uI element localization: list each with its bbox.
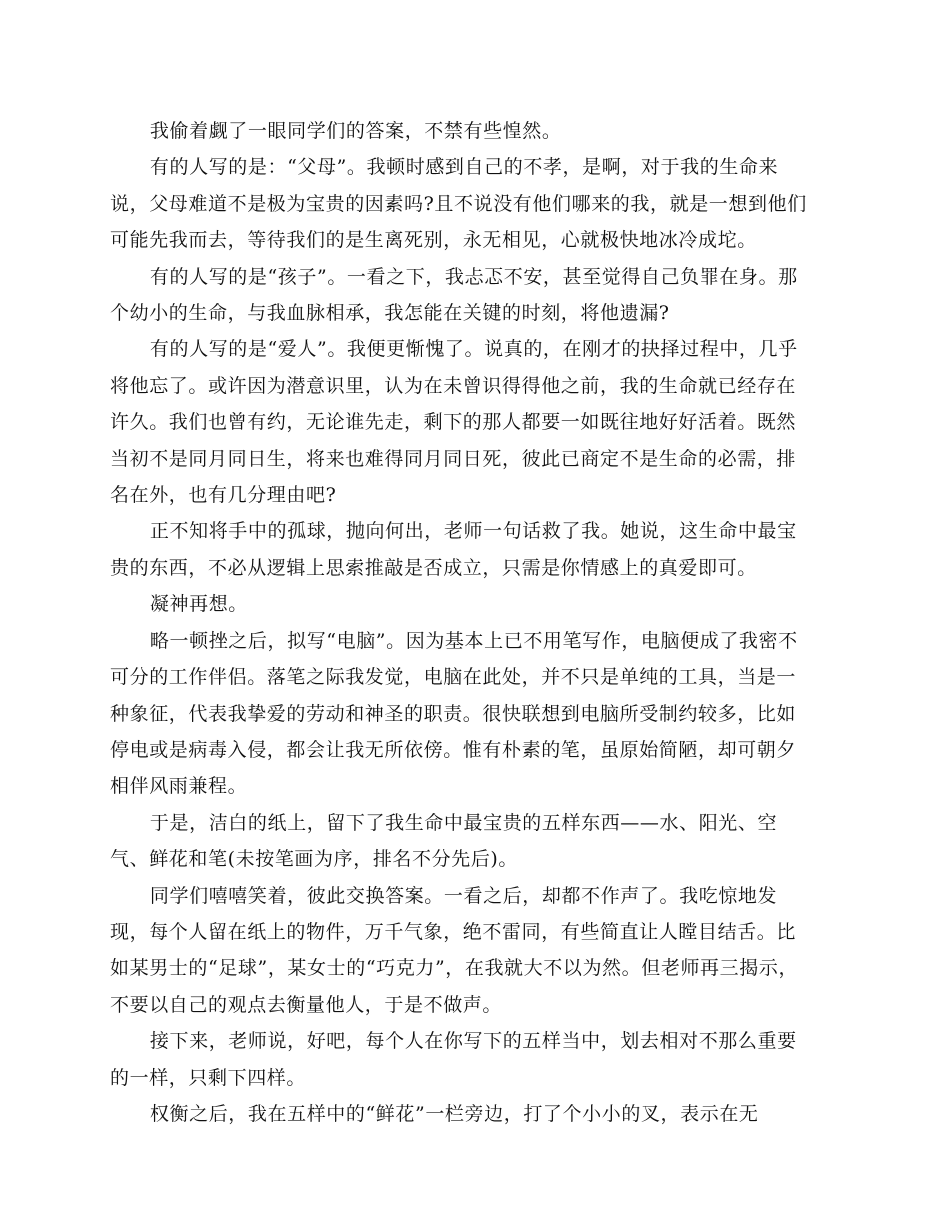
paragraph: 有的人写的是“孩子”。一看之下，我忐忑不安，甚至觉得自己负罪在身。那个幼小的生命，与我血脉相承，我怎能在关键的时刻，将他遗漏? [110, 265, 798, 325]
paragraph: 有的人写的是：“父母”。我顿时感到自己的不孝，是啊，对于我的生命来说，父母难道不是极为宝贵的因素吗?且不说没有他们哪来的我，就是一想到他们可能先我而去，等待我们的是生离死别，永无相见，心就极快地冰冷成坨。 [110, 156, 807, 252]
document-body [110, 113, 815, 1132]
paragraph: 同学们嘻嘻笑着，彼此交换答案。一看之后，却都不作声了。我吃惊地发现，每个人留在纸上的物件，万千气象，绝不雷同，有些简直让人瞠目结舌。比如某男士的“足球”，某女士的“巧克力”，在我就大不以为然。但老师再三揭示，不要以自己的观点去衡量他人，于是不做声。 [110, 884, 799, 1016]
paragraph: 接下来，老师说，好吧，每个人在你写下的五样当中，划去相对不那么重要的一样，只剩下四样。 [110, 1030, 797, 1089]
paragraph: 我偷着觑了一眼同学们的答案，不禁有些惶然。 [149, 120, 562, 142]
paragraph: 于是，洁白的纸上，留下了我生命中最宝贵的五样东西——水、阳光、空气、鲜花和笔(未按笔画为序，排名不分先后)。 [110, 811, 778, 871]
paragraph: 略一顿挫之后，拟写“电脑”。因为基本上已不用笔写作，电脑便成了我密不可分的工作伴侣。落笔之际我发觉，电脑在此处，并不只是单纯的工具，当是一种象征，代表我挚爱的劳动和神圣的职责。很快联想到电脑所受制约较多，比如停电或是病毒入侵，都会让我无所依傍。惟有朴素的笔，虽原始简陋，却可朝夕相伴风雨兼程。 [110, 629, 798, 798]
paragraph: 正不知将手中的孤球，抛向何出，老师一句话救了我。她说，这生命中最宝贵的东西，不必从逻辑上思索推敲是否成立，只需是你情感上的真爱即可。 [110, 520, 797, 579]
paragraph: 凝神再想。 [149, 593, 248, 616]
paragraph: 权衡之后，我在五样中的“鲜花”一栏旁边，打了个小小的叉，表示在无 [149, 1102, 759, 1125]
paragraph: 有的人写的是“爱人”。我便更惭愧了。说真的，在刚才的抉择过程中，几乎将他忘了。或许因为潜意识里，认为在未曾识得得他之前，我的生命就已经存在许久。我们也曾有约，无论谁先走，剩下的那人都要一如既往地好好活着。既然当初不是同月同日生，将来也难得同月同日死，彼此已商定不是生命的必需，排名在外，也有几分理由吧? [110, 338, 798, 507]
